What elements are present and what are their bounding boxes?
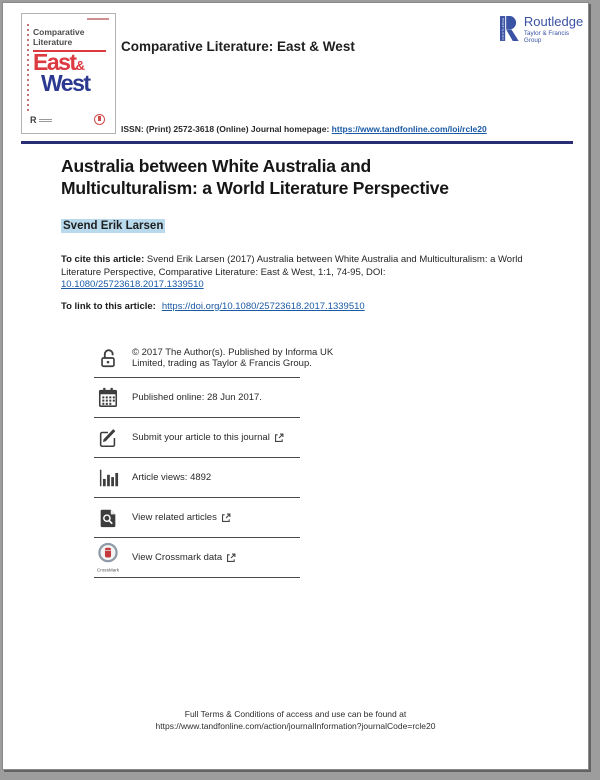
link-label: To link to this article: xyxy=(61,300,156,312)
author-name: Svend Erik Larsen xyxy=(63,220,164,232)
cover-journal-line1: Comparative xyxy=(33,27,85,37)
issn-homepage-line xyxy=(121,124,581,134)
routledge-logo-text xyxy=(524,15,588,44)
open-access-icon xyxy=(94,346,121,370)
article-title-line1: Australia between White Australia and xyxy=(61,156,371,176)
terms-footer-line1: Full Terms & Conditions of access and use can be found at xyxy=(184,709,407,719)
meta-item-article-views xyxy=(94,458,300,498)
related-articles-text[interactable]: View related articles xyxy=(132,511,217,523)
cover-issn-microtext xyxy=(87,18,109,20)
meta-item-submit[interactable] xyxy=(94,418,300,458)
meta-item-crossmark[interactable] xyxy=(94,538,300,578)
cover-spine-microtext xyxy=(27,24,29,112)
article-views-text: Article views: 4892 xyxy=(132,471,212,483)
issn-label: ISSN: (Print) 2572-3618 (Online) Journal homepage: xyxy=(121,124,332,134)
article-url-link[interactable]: https://doi.org/10.1080/25723618.2017.1339510 xyxy=(161,300,365,312)
cite-body: Svend Erik Larsen (2017) Australia between White Australia and Multiculturalism: a World Literature Perspective, Comparative Literature: East & West, 1:1, 74-95, DOI: xyxy=(61,254,523,278)
routledge-r-mark: R xyxy=(30,115,37,125)
crossmark-text[interactable]: View Crossmark data xyxy=(132,551,223,563)
article-meta-list xyxy=(94,339,334,578)
submit-article-text[interactable]: Submit your article to this journal xyxy=(132,431,270,443)
submit-article-icon xyxy=(94,427,121,449)
cover-ampersand: & xyxy=(75,58,85,73)
cover-footer xyxy=(30,112,107,126)
cover-east-text: East xyxy=(33,49,76,75)
crossmark-icon xyxy=(94,542,121,573)
cover-journal-name xyxy=(33,28,85,47)
link-paragraph xyxy=(61,301,529,314)
meta-item-published-online xyxy=(94,378,300,418)
doi-link[interactable]: 10.1080/25723618.2017.1339510 xyxy=(61,279,204,290)
svg-text:ROUTLEDGE: ROUTLEDGE xyxy=(500,17,505,40)
external-link-icon xyxy=(274,433,284,443)
header-divider-rule xyxy=(21,141,573,144)
journal-cover-thumbnail xyxy=(21,13,116,134)
terms-footer xyxy=(3,709,588,732)
meta-item-related-articles[interactable] xyxy=(94,498,300,538)
routledge-mini-lines xyxy=(39,117,52,124)
routledge-tagline: Taylor & Francis Group xyxy=(523,29,570,44)
routledge-name: Routledge xyxy=(523,14,584,29)
crossmark-caption xyxy=(93,566,123,573)
journal-header-title: Comparative Literature: East & West xyxy=(121,39,355,54)
cover-journal-line2: Literature xyxy=(33,36,73,47)
related-articles-icon xyxy=(94,507,121,529)
cite-paragraph xyxy=(61,254,529,292)
external-link-icon xyxy=(221,513,231,523)
copyright-text: © 2017 The Author(s). Published by Informa UK Limited, trading as Taylor & Francis Group. xyxy=(132,346,334,369)
calendar-icon xyxy=(94,386,121,409)
published-online-text: Published online: 28 Jun 2017. xyxy=(132,391,262,403)
bar-chart-icon xyxy=(94,467,121,489)
article-title-line2: Multiculturalism: a World Literature Perspective xyxy=(61,178,449,198)
cite-label: To cite this article: xyxy=(61,254,145,265)
external-link-icon xyxy=(226,553,236,563)
citation-block xyxy=(61,254,529,322)
terms-footer-url[interactable]: https://www.tandfonline.com/action/journalInformation?journalCode=rcle20 xyxy=(155,720,436,731)
routledge-r-icon xyxy=(499,15,520,42)
meta-item-copyright xyxy=(94,339,334,378)
cover-routledge-mini-logo xyxy=(30,116,52,125)
article-first-page xyxy=(2,2,589,770)
taylor-francis-seal-icon xyxy=(94,114,105,125)
journal-homepage-link[interactable]: https://www.tandfonline.com/loi/rcle20 xyxy=(331,124,487,134)
author-line xyxy=(61,220,165,232)
cover-west-wordmark: West xyxy=(41,70,90,96)
article-title xyxy=(61,155,551,199)
svg-text:CrossMark: CrossMark xyxy=(96,567,119,573)
routledge-logo xyxy=(499,15,588,44)
